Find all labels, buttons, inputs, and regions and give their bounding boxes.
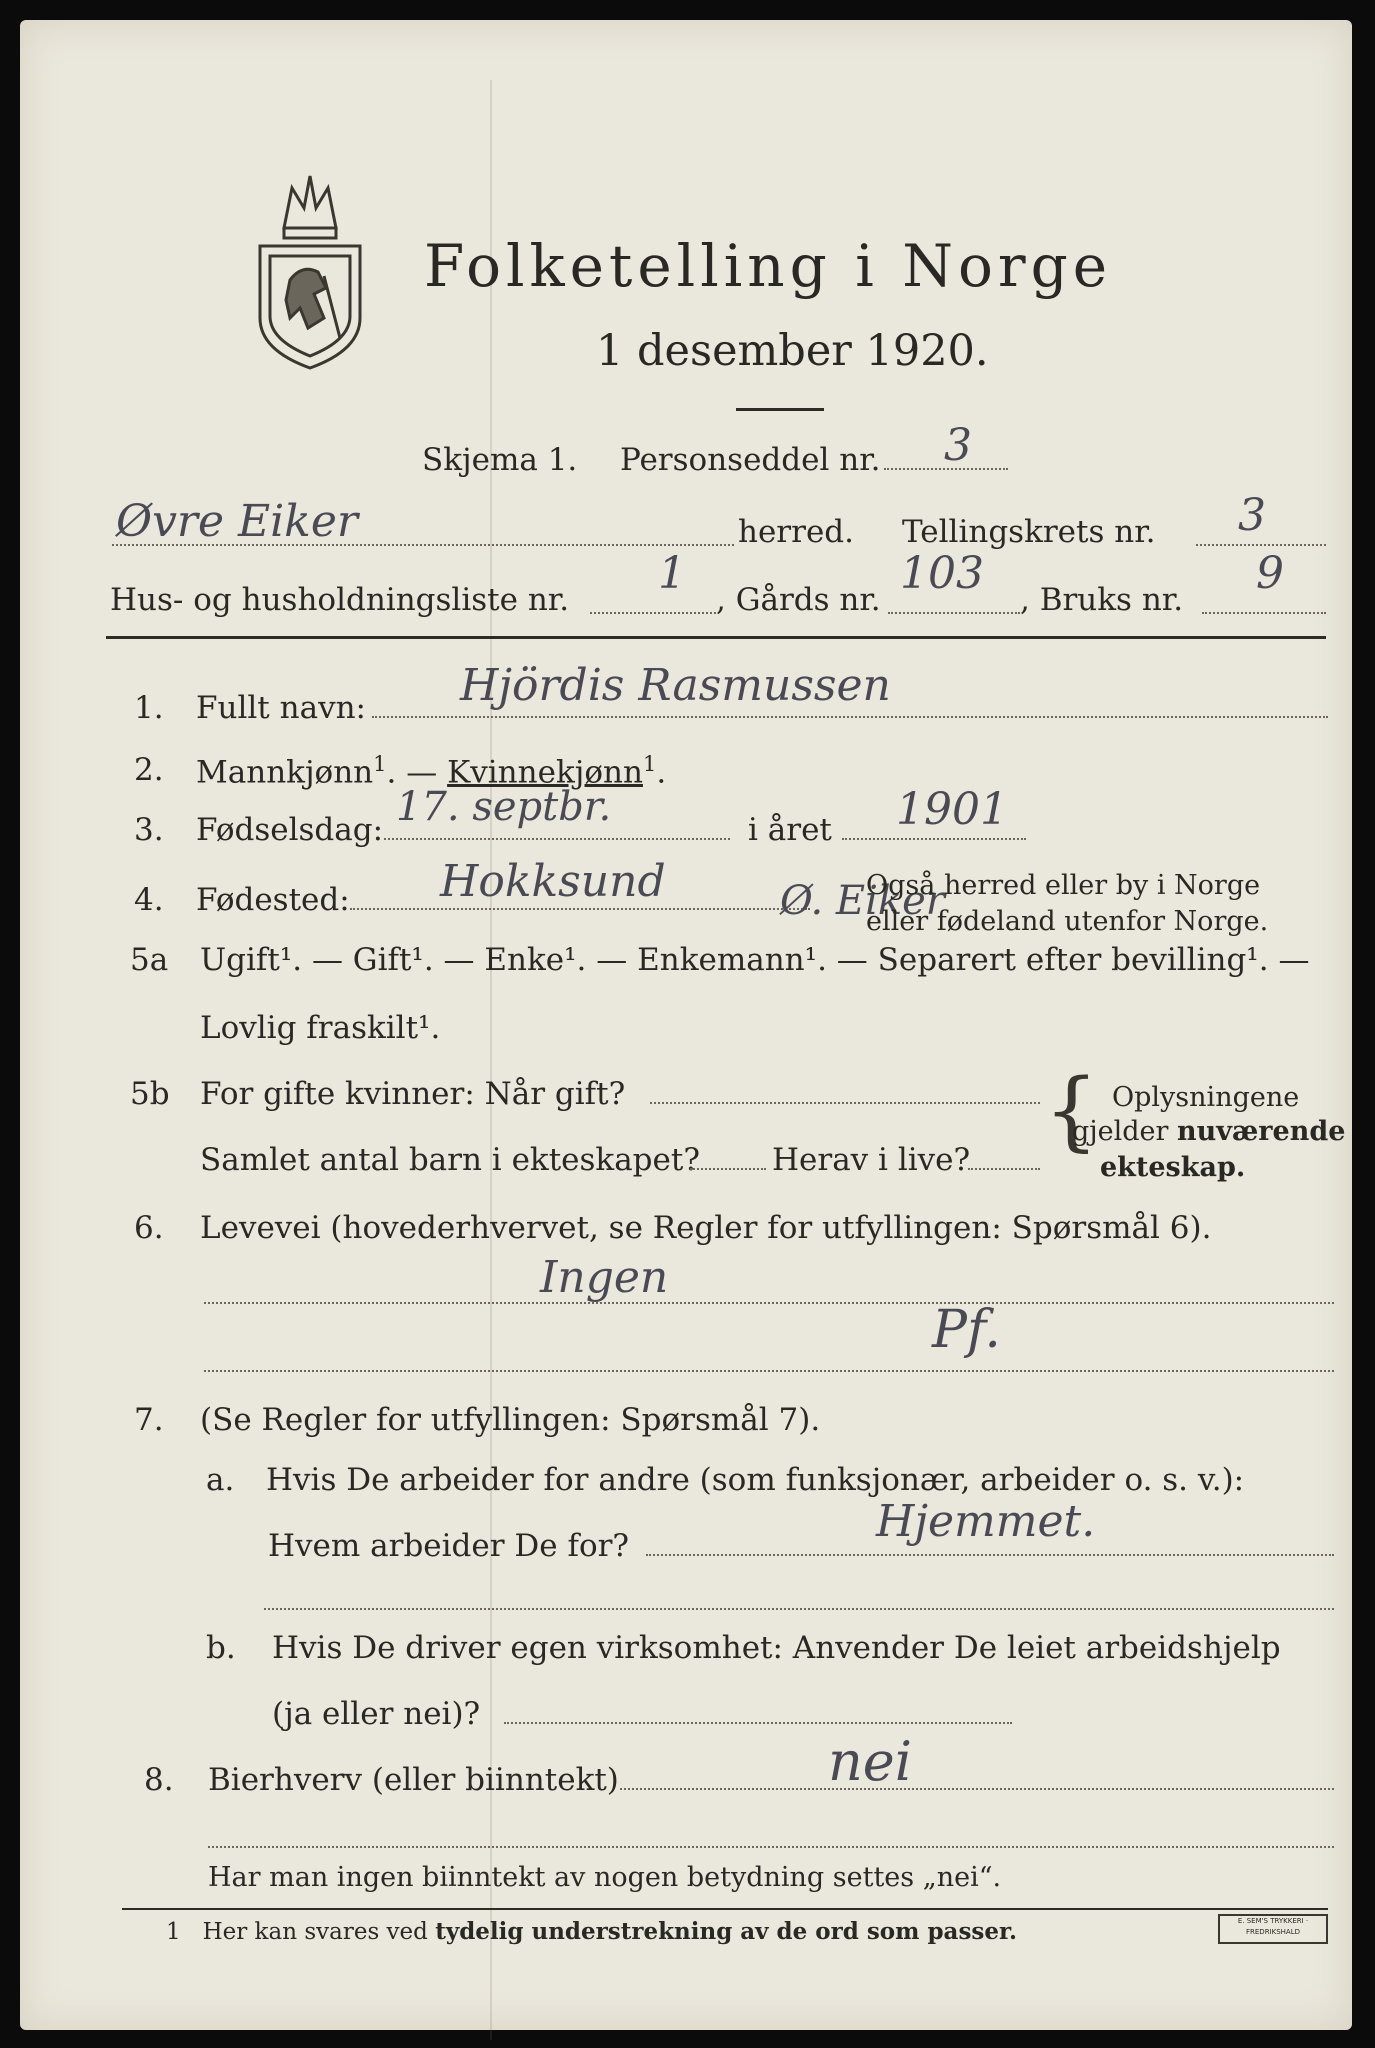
q5a-number: 5a [130, 942, 169, 978]
gards-value: 103 [900, 548, 984, 599]
q2-male-option: Mannkjønn [196, 754, 374, 791]
birth-year-value: 1901 [896, 784, 1008, 835]
q2-options: Mannkjønn$^1$. — Kvinnekjønn$^1$. [196, 752, 667, 791]
q7a-letter: a. [206, 1462, 235, 1498]
fold-line [490, 80, 492, 2040]
form-date: 1 desember 1920. [596, 326, 989, 376]
q4-note-line1: Også herred eller by i Norge [866, 870, 1261, 901]
q5b-brace: { [1044, 1061, 1099, 1161]
q5b-note-line1: Oplysningene [1112, 1082, 1300, 1113]
q3-number: 3. [134, 812, 164, 848]
q5b-label-children: Samlet antal barn i ekteskapet? [200, 1142, 700, 1178]
herred-value: Øvre Eiker [116, 496, 358, 547]
birthplace-municipality-value: Ø. Eiker [780, 878, 945, 924]
personseddel-label: Personseddel nr. [620, 442, 881, 478]
q5b-note-line3: ekteskap. [1100, 1152, 1246, 1183]
tellingskrets-label: Tellingskrets nr. [902, 514, 1156, 550]
q3-year-label: i året [748, 812, 832, 848]
q7b-dotted-line [504, 1722, 1012, 1724]
q3-label: Fødselsdag: [196, 812, 384, 848]
q5b-married-dotted-line [650, 1102, 1040, 1104]
q5b-number: 5b [130, 1076, 170, 1112]
tellingskrets-value: 3 [1238, 490, 1266, 541]
q7a-dotted-line [646, 1554, 1334, 1556]
bruks-value: 9 [1256, 548, 1284, 599]
q5a-line1: Ugift¹. — Gift¹. — Enke¹. — Enkemann¹. — Separert efter bevilling¹. — [200, 942, 1310, 978]
q7b-line2: (ja eller nei)? [272, 1696, 481, 1732]
herred-dotted-line [112, 544, 734, 546]
schema-label: Skjema 1. [422, 442, 578, 478]
herred-label: herred. [738, 514, 854, 550]
q1-dotted-line [372, 716, 1328, 718]
q7a-dotted-line-2 [264, 1608, 1334, 1610]
q8-number: 8. [144, 1762, 174, 1798]
birthplace-value: Hokksund [440, 856, 666, 907]
q7a-line1: Hvis De arbeider for andre (som funksjonær, arbeider o. s. v.): [266, 1462, 1245, 1498]
birthday-value: 17. septbr. [396, 784, 612, 830]
husliste-value: 1 [658, 548, 686, 599]
coat-of-arms-icon [254, 168, 366, 374]
q3-dotted-line [384, 838, 730, 840]
q6-coder-mark: Pf. [932, 1300, 1001, 1360]
q5b-children-dotted-line [690, 1168, 766, 1170]
footnote-rule [122, 1908, 1328, 1910]
q2-female-option: Kvinnekjønn [447, 754, 643, 791]
q3-year-dotted-line [842, 838, 1026, 840]
tellingskrets-dotted-line [1196, 544, 1326, 546]
header-rule [106, 636, 1326, 639]
title-divider [736, 408, 824, 411]
q1-number: 1. [134, 690, 164, 726]
footnote: 1 Her kan svares ved tydelig understrekning av de ord som passer. [166, 1918, 1017, 1945]
q4-dotted-line [350, 908, 810, 910]
bruks-dotted-line [1202, 612, 1326, 614]
q5b-label-alive: Herav i live? [772, 1142, 971, 1178]
q4-note-line2: eller fødeland utenfor Norge. [866, 906, 1269, 937]
q5b-note-line2: gjelder nuværende [1072, 1116, 1346, 1147]
q7b-letter: b. [206, 1630, 236, 1666]
printer-stamp: E. SEM'S TRYKKERI · FREDRIKSHALD [1218, 1914, 1328, 1944]
q4-number: 4. [134, 882, 164, 918]
q1-label: Fullt navn: [196, 690, 366, 726]
husliste-dotted-line [590, 612, 716, 614]
gards-dotted-line [888, 612, 1020, 614]
personseddel-value: 3 [944, 420, 972, 471]
q5a-line2: Lovlig fraskilt¹. [200, 1010, 441, 1046]
q4-label: Fødested: [196, 882, 350, 918]
q7a-line2: Hvem arbeider De for? [268, 1528, 630, 1564]
q5b-label-married: For gifte kvinner: Når gift? [200, 1076, 626, 1112]
form-title: Folketelling i Norge [424, 232, 1113, 300]
q6-number: 6. [134, 1210, 164, 1246]
q5b-alive-dotted-line [968, 1168, 1040, 1170]
bruks-label: , Bruks nr. [1020, 582, 1184, 618]
q8-dotted-line [620, 1788, 1334, 1790]
q8-label: Bierhverv (eller biinntekt) [208, 1762, 619, 1798]
q8-dotted-line-2 [208, 1846, 1334, 1848]
q6-dotted-line-1 [204, 1302, 1334, 1304]
husliste-label: Hus- og husholdningsliste nr. [110, 582, 570, 618]
full-name-value: Hjördis Rasmussen [460, 660, 891, 711]
q6-label: Levevei (hovederhvervet, se Regler for utfyllingen: Spørsmål 6). [200, 1210, 1212, 1246]
gards-label: , Gårds nr. [716, 582, 881, 618]
employer-value: Hjemmet. [876, 1496, 1096, 1547]
side-income-value: nei [828, 1730, 913, 1793]
q8-note: Har man ingen biinntekt av nogen betydning settes „nei“. [208, 1862, 1002, 1893]
q7-label: (Se Regler for utfyllingen: Spørsmål 7). [200, 1402, 821, 1438]
q7b-line1: Hvis De driver egen virksomhet: Anvender De leiet arbeidshjelp [272, 1630, 1281, 1666]
occupation-value: Ingen [540, 1252, 669, 1303]
q7-number: 7. [134, 1402, 164, 1438]
q6-dotted-line-2 [204, 1370, 1334, 1372]
q2-number: 2. [134, 752, 164, 788]
